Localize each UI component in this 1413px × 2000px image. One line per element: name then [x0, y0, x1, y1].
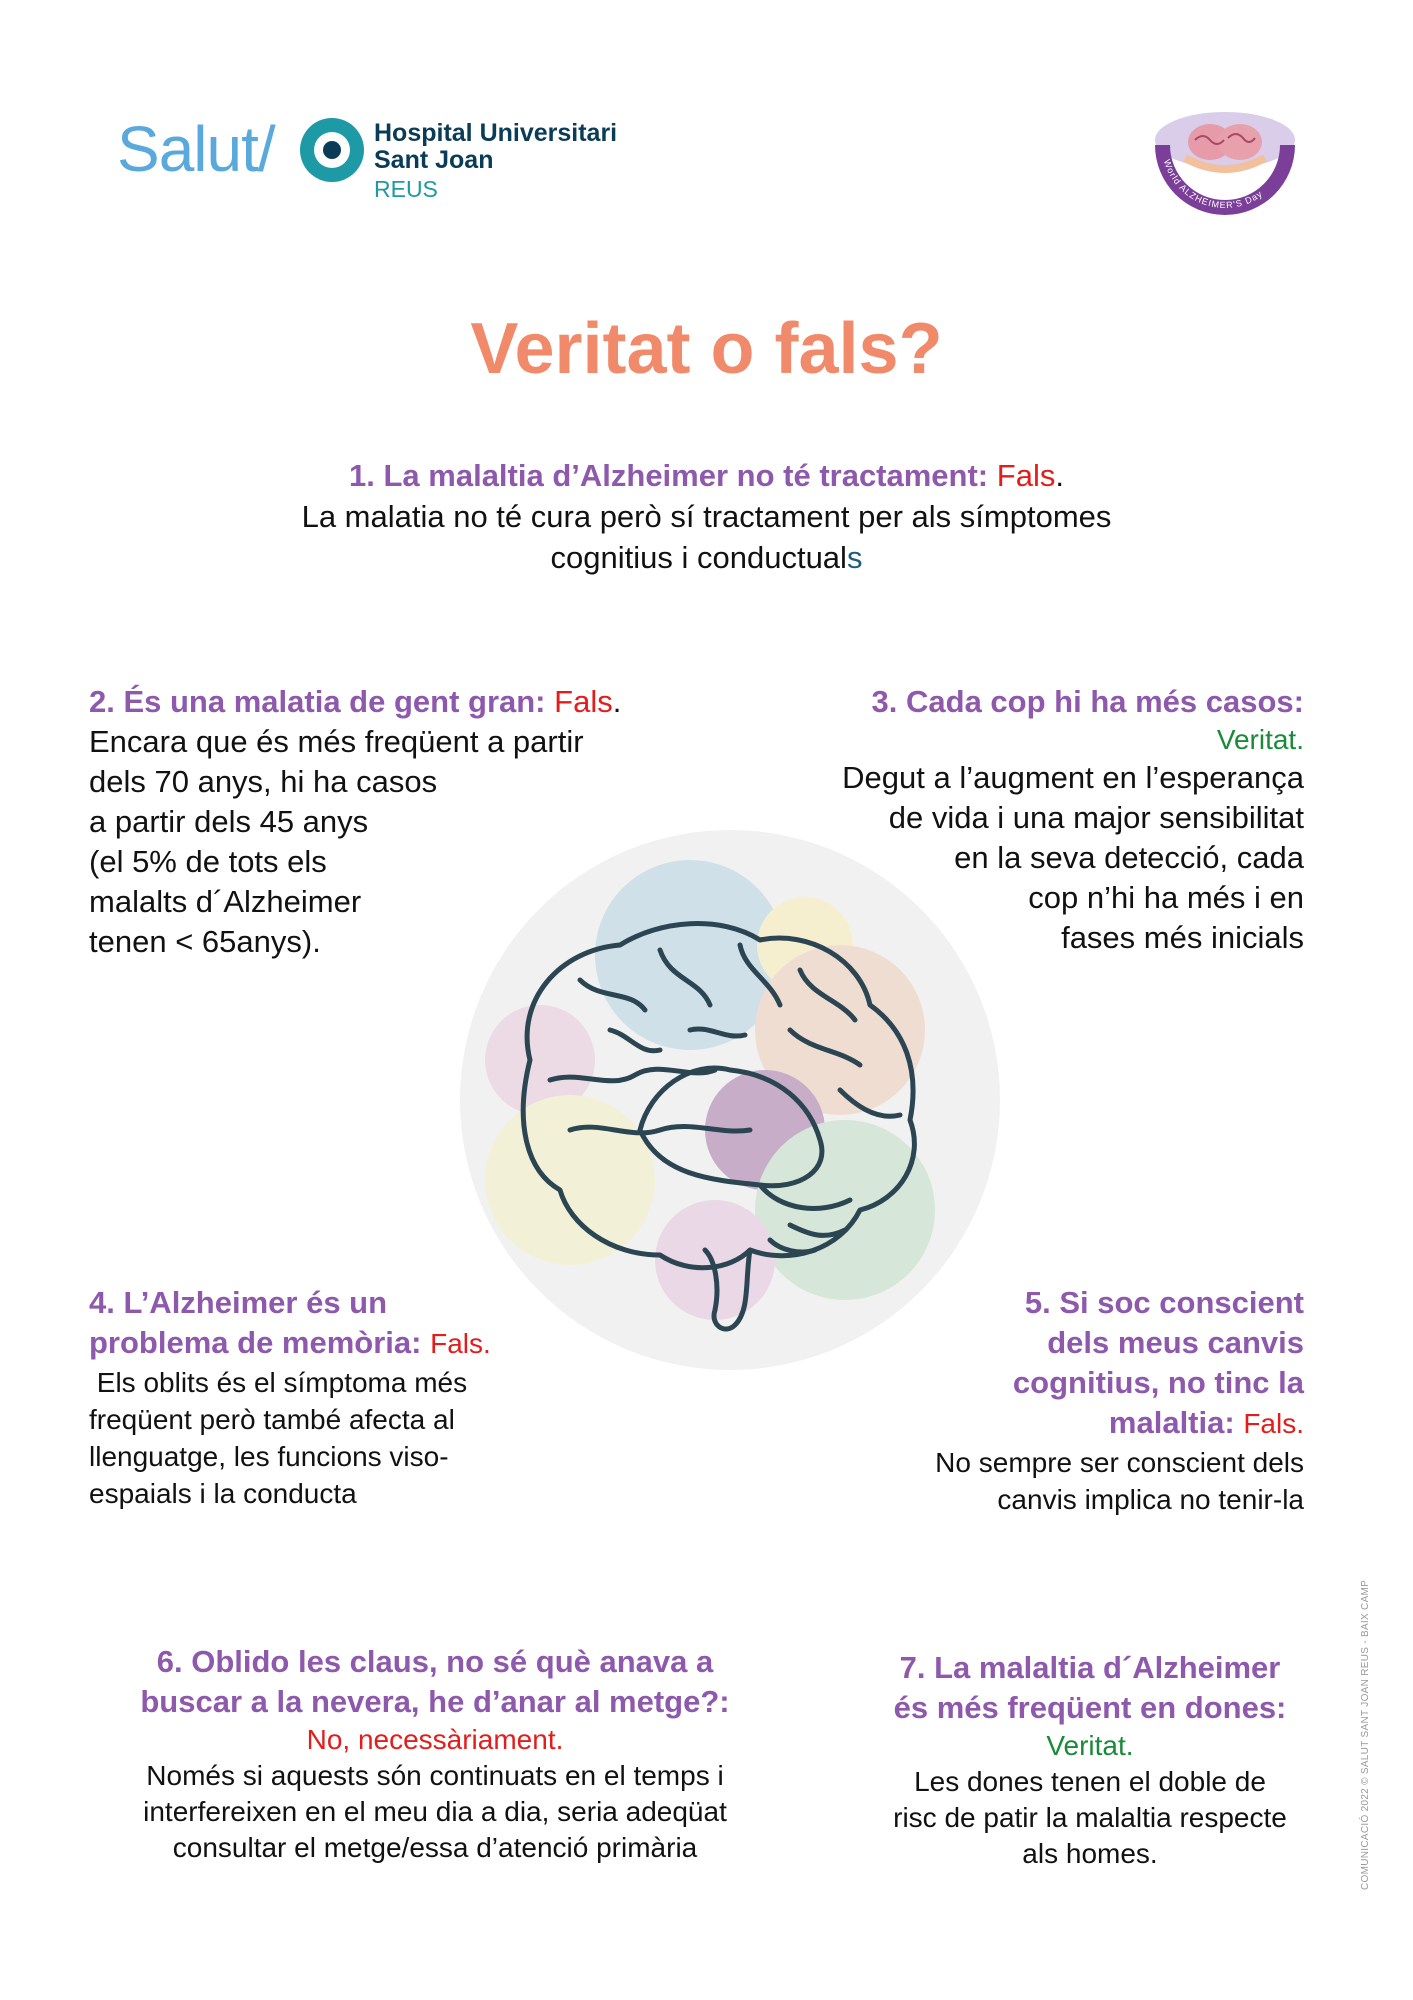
item-1-answer: Fals — [996, 458, 1056, 493]
item-6-question-line1: 6. Oblido les claus, no sé què anava a — [156, 1644, 714, 1679]
item-7-question-line1: 7. La malaltia d´Alzheimer — [899, 1650, 1281, 1685]
item-1-text-line1: La malatia no té cura però sí tractament per als símptomes — [301, 499, 1112, 534]
item-2 — [89, 682, 689, 962]
item-6-line: Només si aquests són continuats en el temps i — [146, 1760, 724, 1791]
item-4 — [89, 1283, 649, 1512]
item-6-line: interfereixen en el meu dia a dia, seria adeqüat — [143, 1796, 727, 1827]
badge-text: World ALZHEIMER'S Day — [1161, 158, 1265, 211]
item-3-answer: Veritat. — [1216, 724, 1304, 755]
hospital-name-line2: Sant Joan — [374, 146, 494, 174]
item-7-line: Les dones tenen el doble de — [914, 1766, 1266, 1797]
item-3-line: de vida i una major sensibilitat — [888, 800, 1304, 835]
item-1-text-line2: cognitius i conductual — [550, 540, 847, 575]
item-4-question-line2: problema de memòria: — [89, 1325, 422, 1360]
item-2-line: (el 5% de tots els — [89, 844, 327, 879]
item-1-question: 1. La malaltia d’Alzheimer no té tractament: — [349, 458, 989, 493]
item-4-line: Els oblits és el símptoma més — [89, 1367, 468, 1398]
item-1 — [180, 455, 1233, 578]
item-7-line: risc de patir la malaltia respecte — [893, 1802, 1287, 1833]
item-2-line: dels 70 anys, hi ha casos — [89, 764, 438, 799]
item-1-answer-suffix: . — [1055, 458, 1064, 493]
world-alzheimers-day-badge — [1140, 100, 1310, 220]
hospital-name — [374, 120, 617, 174]
item-6-question-line2: buscar a la nevera, he d’anar al metge?: — [140, 1684, 730, 1719]
item-3-line: Degut a l’augment en l’esperança — [842, 760, 1304, 795]
item-7 — [840, 1648, 1340, 1872]
item-4-question-line1: 4. L’Alzheimer és un — [89, 1285, 388, 1320]
item-5-answer: Fals. — [1243, 1408, 1304, 1439]
item-2-answer-suffix: . — [612, 684, 622, 719]
page-title: Veritat o fals? — [470, 309, 943, 389]
item-3-line: en la seva detecció, cada — [954, 840, 1304, 875]
item-2-line: a partir dels 45 anys — [89, 804, 369, 839]
copyright-side-note: COMUNICACIÓ 2022 © SALUT SANT JOAN REUS - BAIX CAMP — [1360, 1579, 1371, 1890]
item-6-answer: No, necessàriament. — [306, 1724, 564, 1755]
item-6-line: consultar el metge/essa d’atenció primària — [172, 1832, 698, 1863]
item-4-line: llenguatge, les funcions viso- — [89, 1441, 449, 1472]
item-3-question: 3. Cada cop hi ha més casos: — [871, 684, 1304, 719]
item-3-line: cop n’hi ha més i en — [1028, 880, 1304, 915]
item-7-answer: Veritat. — [1046, 1730, 1134, 1761]
item-2-line: Encara que és més freqüent a partir — [89, 724, 584, 759]
item-5-question-line3: cognitius, no tinc la — [1012, 1365, 1304, 1400]
hospital-city: REUS — [374, 176, 438, 202]
salut-logo: Salut/ — [117, 113, 275, 185]
item-4-line: espaials i la conducta — [89, 1478, 357, 1509]
item-1-text-line2-last: s — [846, 540, 863, 575]
item-3 — [680, 682, 1304, 958]
item-6 — [100, 1642, 770, 1866]
item-7-line: als homes. — [1022, 1838, 1158, 1869]
item-7-question-line2: és més freqüent en dones: — [893, 1690, 1287, 1725]
item-4-line: freqüent però també afecta al — [89, 1404, 455, 1435]
item-5 — [760, 1283, 1304, 1518]
item-3-line: fases més inicials — [1061, 920, 1304, 955]
item-5-question-line4: malaltia: — [1108, 1405, 1235, 1440]
item-5-line: No sempre ser conscient dels — [935, 1447, 1304, 1478]
item-5-question-line1: 5. Si soc conscient — [1024, 1285, 1304, 1320]
item-5-question-line2: dels meus canvis — [1047, 1325, 1304, 1360]
item-2-question: 2. És una malatia de gent gran: — [89, 684, 546, 719]
hospital-logo-icon — [300, 118, 364, 182]
item-5-line: canvis implica no tenir-la — [997, 1484, 1304, 1515]
item-2-answer: Fals — [554, 684, 613, 719]
hospital-name-line1: Hospital Universitari — [374, 119, 618, 147]
item-4-answer: Fals. — [430, 1328, 491, 1359]
item-2-line: malalts d´Alzheimer — [89, 884, 362, 919]
item-2-line: tenen < 65anys). — [89, 924, 321, 959]
